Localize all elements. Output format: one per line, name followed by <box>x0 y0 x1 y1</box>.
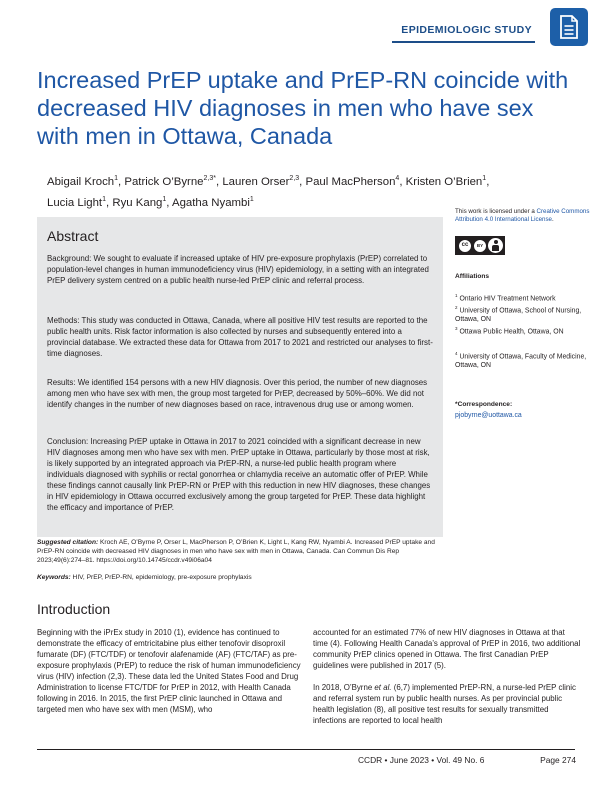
author: Ryu Kang <box>112 196 163 209</box>
author-affiliation: 4 <box>395 175 400 182</box>
affiliation-number: 2 <box>455 305 458 310</box>
keywords <box>37 573 437 582</box>
abstract-results: Results: We identified 154 persons with a new HIV diagnosis. Over this period, the number of new diagnoses among men who have sex with men, the group most targeted for PrEP, decreased by 50%–60%. We did not identify changes in the number of new diagnoses based on race, intravenous drug use or among women. <box>47 378 428 409</box>
page-number: Page 274 <box>540 755 576 765</box>
abstract-methods: Methods: This study was conducted in Ottawa, Canada, where all positive HIV test results are reported to the public health units. Risk factor information is also collected by nurses and subsequently entered into a provincial database. We extracted these data for Ottawa from 2017 to 2021 and restricted our analyses to first-time diagnoses. <box>47 316 433 358</box>
author-affiliation: 1 <box>249 195 254 203</box>
affiliations-heading: Affiliations <box>455 273 490 280</box>
affiliation-number: 1 <box>455 293 458 298</box>
cc-icon: cc <box>458 239 472 253</box>
author-affiliation: 1 <box>114 175 119 182</box>
document-badge <box>550 8 588 46</box>
author-list: Abigail Kroch$^1$, Patrick O’Byrne$^{2,3*}$, Lauren Orser$^{2,3}$, Paul MacPherson$^4$, Kristen O’Brien$^1$, Lucia Light$^1$, Ryu Kang$^1$, Agatha Nyambi$^1$ <box>47 175 490 209</box>
journal-info: CCDR • June 2023 • Vol. 49 No. 6 <box>358 755 485 765</box>
license-link[interactable]: Creative Commons Attribution 4.0 International License <box>455 208 590 223</box>
introduction-heading: Introduction <box>37 601 111 617</box>
keywords-text: HIV, PrEP, PrEP-RN, epidemiology, pre-exposure prophylaxis <box>70 574 252 581</box>
body-text: In 2018, O’Byrne <box>313 683 375 692</box>
body-paragraph: accounted for an estimated 77% of new HIV diagnoses in Ottawa at that time (4). Following Health Canada’s approval of PrEP in 2016, two additional community PrEP clinics opened in Ottawa. The first Canadian PrEP guidelines were published in 2017 (5). <box>313 628 581 670</box>
header-divider <box>392 41 535 43</box>
body-emphasis: et al. <box>374 683 392 692</box>
article-title: Increased PrEP uptake and PrEP-RN coincide with decreased HIV diagnoses in men who have sex with men in Ottawa, Canada <box>37 67 569 149</box>
by-icon: BY <box>473 239 487 253</box>
body-paragraph: Beginning with the iPrEx study in 2010 (1), evidence has continued to demonstrate the efficacy of emtricitabine plus either tenofovir disoproxil fumarate (DF) (FTC/TDF) or tenofovir alafenamide (AF) (FTC/TAF) as pre-exposure prophylaxis (PrEP) to reduce the risk of human immunodeficiency virus (HIV) infection (2,3). These data led the United States Food and Drug Administration to license FTC/TDF for PrEP in 2012, with Health Canada following in 2016. In 2015, the first PrEP clinic launched in Ottawa and targeted men who have sex with men (MSM), who <box>37 628 301 714</box>
attribution-person-icon <box>488 238 503 253</box>
author: Paul MacPherson <box>305 175 396 188</box>
author: Kristen O’Brien <box>405 175 483 188</box>
citation-label: Suggested citation: <box>37 539 99 546</box>
document-icon <box>559 15 579 39</box>
license-text: This work is licensed under a <box>455 208 537 215</box>
license-suffix: . <box>552 216 554 223</box>
cc-by-badge[interactable] <box>455 236 505 255</box>
affiliation-text: University of Ottawa, Faculty of Medicine, Ottawa, ON <box>455 353 587 369</box>
affiliation-number: 4 <box>455 351 458 356</box>
affiliation-number: 3 <box>455 326 458 331</box>
body-paragraph <box>313 682 581 726</box>
author: Lucia Light <box>47 196 103 209</box>
abstract-conclusion: Conclusion: Increasing PrEP uptake in Ottawa in 2017 to 2021 coincided with a significant decrease in new HIV diagnoses among men who have sex with men. PrEP uptake in Ottawa, particularly by those most at risk, is likely supported by an integrated approach via PrEP-RN, a nurse-led public health program where individuals diagnosed with syphilis or rectal gonorrhea or chlamydia receive an automatic offer of PrEP. While these findings cannot causally link PrEP-RN or PrEP with this reduction in new HIV diagnoses, these changes in HIV epidemiology in Ottawa occurred exclusively among the group targeted for PrEP. These data highlight the efficacy and importance of PrEP. <box>47 437 431 512</box>
body-text: (6,7) implemented PrEP-RN, a nurse-led PrEP clinic and referral system run by public health nurses. As per provincial public health legislation (8), all positive test results for sexually transmitted infections are reported to local health <box>313 683 577 725</box>
correspondence-label: *Correspondence: <box>455 401 513 408</box>
correspondence-email-link[interactable]: pjobyrne@uottawa.ca <box>455 412 522 419</box>
abstract-heading: Abstract <box>47 228 99 244</box>
affiliation-text: University of Ottawa, School of Nursing, Ottawa, ON <box>455 307 582 323</box>
affiliation-item <box>455 304 595 324</box>
author-affiliation: 1 <box>482 175 487 182</box>
abstract-background: Background: We sought to evaluate if increased uptake of HIV pre-exposure prophylaxis (PrEP) correlated to population-level changes in human immunodeficiency virus (HIV) epidemiology, in a setting with an integrated PrEP delivery system centred on a public health nurse-led PrEP clinic and referral process. <box>47 254 429 285</box>
affiliation-item <box>455 325 595 337</box>
author-affiliation: 1 <box>102 195 107 203</box>
author-affiliation: 1 <box>162 195 167 203</box>
affiliation-item <box>455 350 595 370</box>
affiliation-item <box>455 292 595 304</box>
affiliation-text: Ottawa Public Health, Ottawa, ON <box>459 328 564 336</box>
keywords-label: Keywords: <box>37 574 71 581</box>
author: Agatha Nyambi <box>172 196 250 209</box>
author-affiliation: 2,3 <box>289 175 300 182</box>
suggested-citation <box>37 538 437 565</box>
section-label: EPIDEMIOLOGIC STUDY <box>401 24 532 36</box>
introduction-left-column <box>37 627 305 715</box>
author-affiliation: 2,3* <box>203 175 216 182</box>
footer-divider <box>37 749 575 750</box>
author: Abigail Kroch <box>47 175 115 188</box>
citation-text: Kroch AE, O’Byrne P, Orser L, MacPherson P, O’Brien K, Light L, Kang RW, Nyambi A. Increased PrEP uptake and PrEP-RN coincide with decreased HIV diagnoses in men who have sex with men in Ottawa, Canada. Can Commun Dis Rep 2023;49(6):274–81. https://doi.org/10.14745/ccdr.v49i06a04 <box>37 539 435 564</box>
author: Patrick O’Byrne <box>124 175 204 188</box>
license-note <box>455 208 595 224</box>
author: Lauren Orser <box>222 175 290 188</box>
affiliation-text: Ontario HIV Treatment Network <box>459 295 556 303</box>
introduction-right-column <box>313 627 581 726</box>
